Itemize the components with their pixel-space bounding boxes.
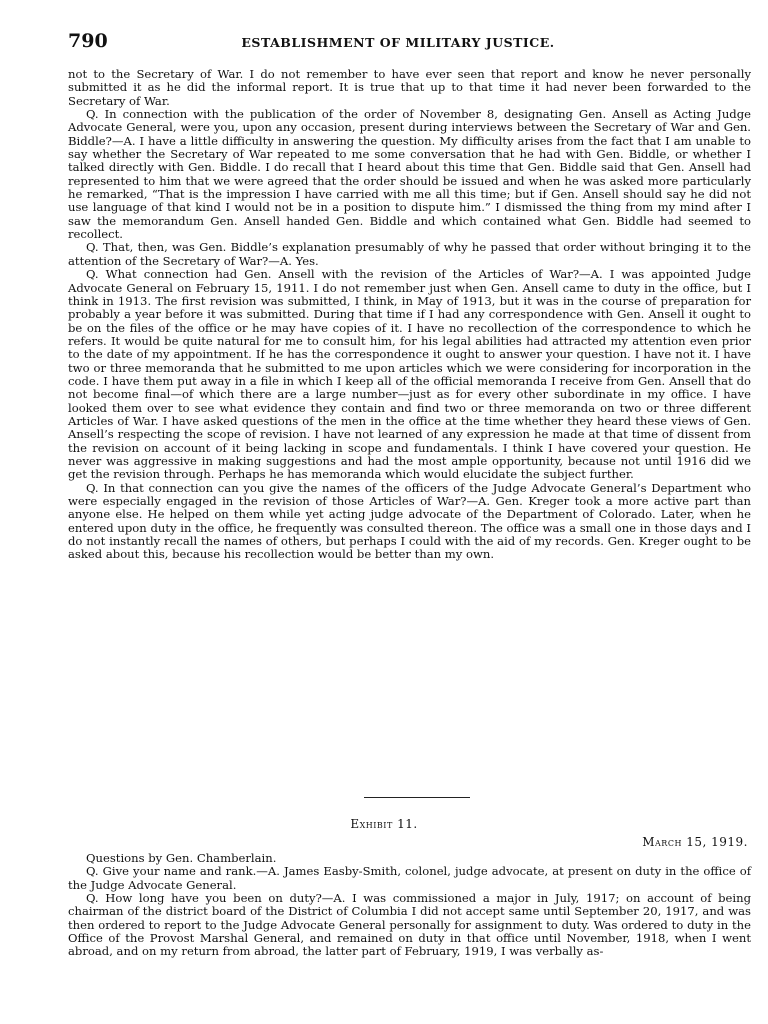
paragraph: Q. In connection with the publication of the order of November 8, designating Gen. Ansell as Acting Judge Advocate General, were you, upon any occasion, present during interviews between the Secretary of War and Gen. Biddle?—A. I have a little difficulty in answering the question. My difficulty arises from the fact that I am unable to say whether the Secretary of War repeated to me some conversation that he had with Gen. Biddle, or whether I talked directly with Gen. Biddle. I do recall that I heard about this time that Gen. Biddle said that Gen. Ansell had represented to him that we were agreed that the order should be issued and when he was asked more particularly he remarked, “That is the impression I have carried with me all this time; but if Gen. Ansell should say he did not use language of that kind I would not be in a position to dispute him.” I dismissed the thing from my mind after I saw the memorandum Gen. Ansell handed Gen. Biddle and which contained what Gen. Biddle had seemed to recollect. bbox=[68, 107, 751, 242]
paragraph: Q. What connection had Gen. Ansell with the revision of the Articles of War?—A. I was appointed Judge Advocate General on February 15, 1911. I do not remember just when Gen. Ansell came to duty in the office, but I think in 1913. The first revision was submitted, I think, in May of 1913, but it was in the course of preparation for probably a year before it was submitted. During that time if I had any correspondence with Gen. Ansell it ought to be on the files of the office or he may have copies of it. I have no recollection of the correspondence to which he refers. It would be quite natural for me to consult him, for his legal abilities had attracted my attention even prior to the date of my appointment. If he has the correspondence it ought to answer your question. I have not it. I have two or three memoranda that he submitted to me upon articles which we were considering for incorporation in the code. I have them put away in a file in which I keep all of the official memoranda I receive from Gen. Ansell that do not become final—of which there are a large number—just as for every other subordinate in my office. I have looked them over to see what evidence they contain and find two or three memoranda on two or three different Articles of War. I have asked questions of the men in the office at the time whether they heard these views of Gen. Ansell’s respecting the scope of revision. I have not learned of any expression he made at that time of dissent from the revision on account of it being lacking in scope and fundamentals. I think I have covered your question. He never was aggressive in making suggestions and had the most ample opportunity, because not until 1916 did we get the revision through. Perhaps he has memoranda which would elucidate the subject further. bbox=[68, 267, 751, 482]
paragraph: Q. How long have you been on duty?—A. I was commissioned a major in July, 1917; on account of being chairman of the district board of the District of Columbia I did not accept same until September 20, 1917, and was then ordered to report to the Judge Advocate General personally for assignment to duty. Was ordered to duty in the Office of the Provost Marshal General, and remained on duty in that office until November, 1918, when I went abroad, and on my return from abroad, the latter part of February, 1919, I was verbally as- bbox=[68, 891, 751, 959]
questioner-line: Questions by Gen. Chamberlain. bbox=[86, 851, 277, 865]
paragraph: not to the Secretary of War. I do not remember to have ever seen that report and know he never personally submitted it as he did the informal report. It is true that up to that time it had never been forwarded to the Secretary of War. bbox=[68, 67, 751, 108]
exhibit-date: March 15, 1919. bbox=[642, 835, 748, 849]
section-divider bbox=[364, 797, 470, 798]
paragraph: Q. That, then, was Gen. Biddle’s explanation presumably of why he passed that order without bringing it to the attention of the Secretary of War?—A. Yes. bbox=[68, 240, 751, 268]
exhibit-title: Exhibit 11. bbox=[350, 817, 418, 831]
page-header bbox=[68, 30, 728, 54]
paragraph: Q. In that connection can you give the names of the officers of the Judge Advocate General’s Department who were especially engaged in the revision of those Articles of War?—A. Gen. Kreger took a more active part than anyone else. He helped on them while yet acting judge advocate of the Department of Colorado. Later, when he entered upon duty in the office, he frequently was consulted thereon. The office was a small one in those days and I do not instantly recall the names of others, but perhaps I could with the aid of my records. Gen. Kreger ought to be asked about this, because his recollection would be better than my own. bbox=[68, 480, 751, 562]
page-number: 790 bbox=[68, 30, 108, 52]
paragraph: Q. Give your name and rank.—A. James Easby-Smith, colonel, judge advocate, at present on duty in the office of the Judge Advocate General. bbox=[68, 864, 751, 892]
exhibit-body bbox=[68, 852, 751, 959]
running-head: ESTABLISHMENT OF MILITARY JUSTICE. bbox=[241, 35, 555, 50]
testimony-body bbox=[68, 68, 751, 562]
